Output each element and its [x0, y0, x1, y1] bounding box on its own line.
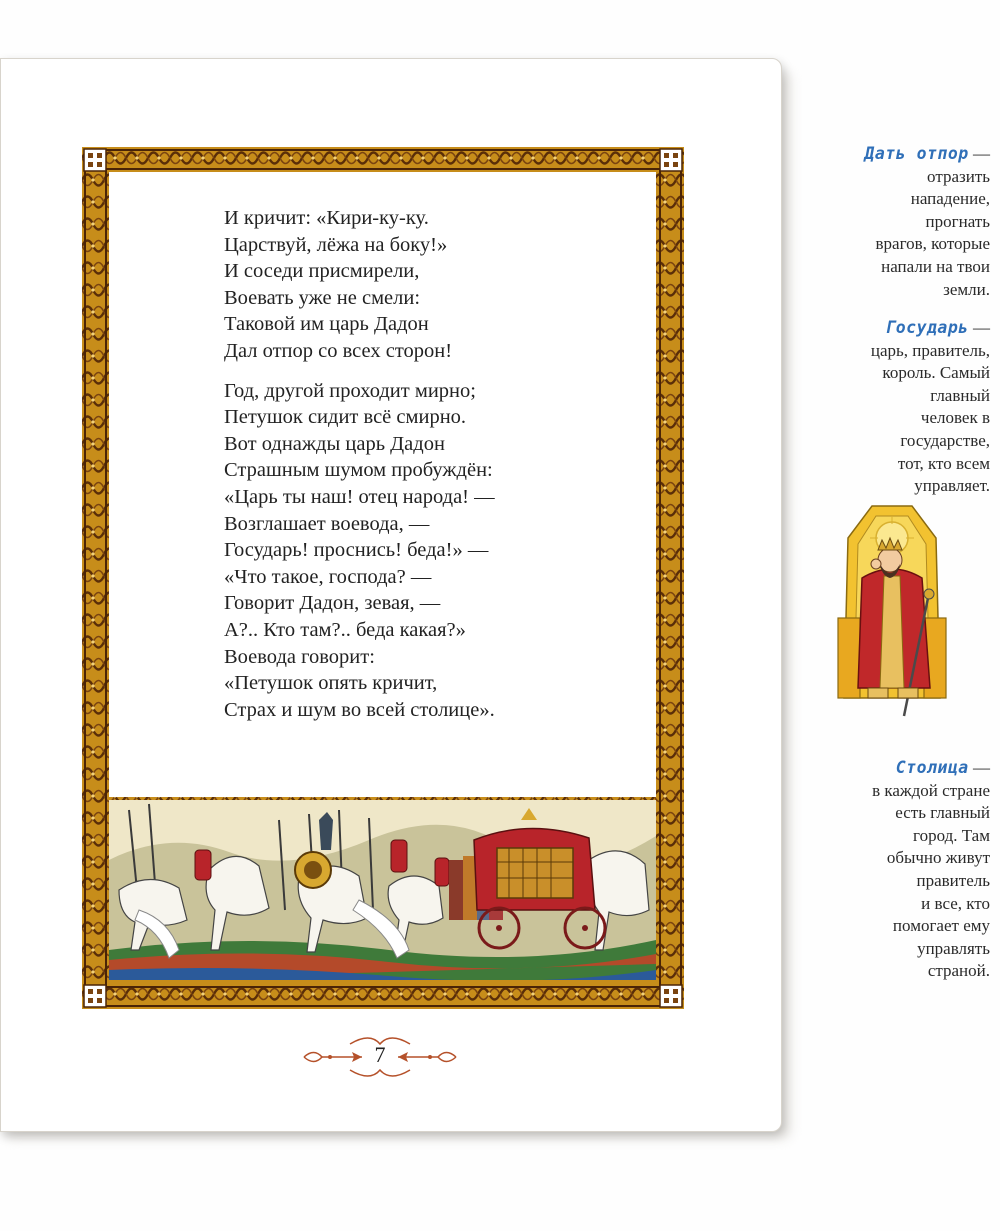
poem-line: Говорит Дадон, зевая, — — [224, 592, 441, 615]
glossary-line: нападение, — [910, 189, 990, 209]
stanza-2 — [224, 378, 654, 724]
glossary-line: управлять — [917, 938, 990, 958]
poem-line: «Что такое, господа? — — [224, 565, 432, 588]
glossary-line: человек в — [920, 408, 990, 428]
poem-line: Таковой им царь Дадон — [224, 313, 429, 336]
poem-line: И кричит: «Кири-ку-ку. — [224, 207, 429, 229]
glossary-term: Государь — [885, 318, 969, 337]
glossary-line: помогает ему — [892, 916, 990, 936]
poem-line: Царствуй, лёжа на боку!» — [224, 233, 448, 256]
page-number: 7 — [374, 1042, 386, 1067]
glossary-line: государстве, — [900, 430, 990, 450]
procession-illustration-icon — [109, 800, 656, 980]
poem-text — [224, 205, 654, 723]
poem-line: Дал отпор со всех сторон! — [224, 339, 453, 362]
glossary-line: есть главный — [895, 803, 990, 823]
glossary-line: король. Самый — [882, 363, 990, 383]
poem-line: Петушок сидит всё смирно. — [224, 406, 467, 429]
poem-line: Страшным шумом пробуждён: — [224, 459, 493, 482]
poem-line: И соседи присмирели, — [224, 260, 420, 283]
poem-line: «Петушок опять кричит, — [224, 672, 438, 695]
poem-line: Воевода говорит: — [224, 645, 375, 668]
glossary-line: врагов, которые — [875, 234, 990, 254]
poem-line: Государь! проснись! беда!» — — [224, 539, 489, 562]
glossary-line: и все, кто — [921, 893, 990, 913]
glossary-line: царь, правитель, — [870, 340, 990, 360]
glossary-term: Столица — [895, 758, 969, 777]
glossary-line: управляет. — [914, 476, 990, 496]
tsar-on-throne-illustration — [828, 498, 956, 720]
glossary-line: город. Там — [913, 825, 990, 845]
glossary-line: напали на твои — [881, 256, 990, 276]
poem-line: Воевать уже не смели: — [224, 286, 421, 309]
poem-line: Страх и шум во всей столице». — [224, 698, 495, 721]
glossary-line: земли. — [943, 279, 990, 299]
glossary-entry-dat-otpor: Дать отпор — отразить нападение, прогнать врагов, которые напали на твои земли. — [800, 143, 990, 301]
glossary-line: страной. — [927, 961, 990, 981]
glossary-line: отразить — [927, 166, 990, 186]
glossary-term: Дать отпор — [864, 144, 969, 163]
glossary-line: правитель — [916, 870, 990, 890]
poem-line: Возглашает воевода, — — [224, 512, 430, 535]
poem-line: А?.. Кто там?.. беда какая?» — [224, 618, 466, 641]
poem-line: Год, другой проходит мирно; — [224, 379, 476, 402]
glossary-entry-gosudar: Государь — царь, правитель, король. Самый главный человек в государстве, тот, кто всем управляет. — [800, 317, 990, 498]
tsar-on-throne-icon — [828, 498, 956, 720]
glossary-entry-stolitsa: Столица — в каждой стране есть главный город. Там обычно живут правитель и все, кто помогает ему управлять страной. — [800, 757, 990, 983]
stanza-1 — [224, 205, 654, 365]
procession-illustration — [109, 800, 656, 980]
glossary-line: тот, кто всем — [897, 453, 990, 473]
glossary-line: прогнать — [925, 211, 990, 231]
glossary-line: обычно живут — [886, 848, 990, 868]
poem-line: Вот однажды царь Дадон — [224, 432, 445, 455]
page-number-ornament — [300, 1034, 460, 1080]
poem-line: «Царь ты наш! отец народа! — — [224, 485, 495, 508]
glossary-line: в каждой стране — [872, 780, 990, 800]
glossary-line: главный — [930, 385, 990, 405]
